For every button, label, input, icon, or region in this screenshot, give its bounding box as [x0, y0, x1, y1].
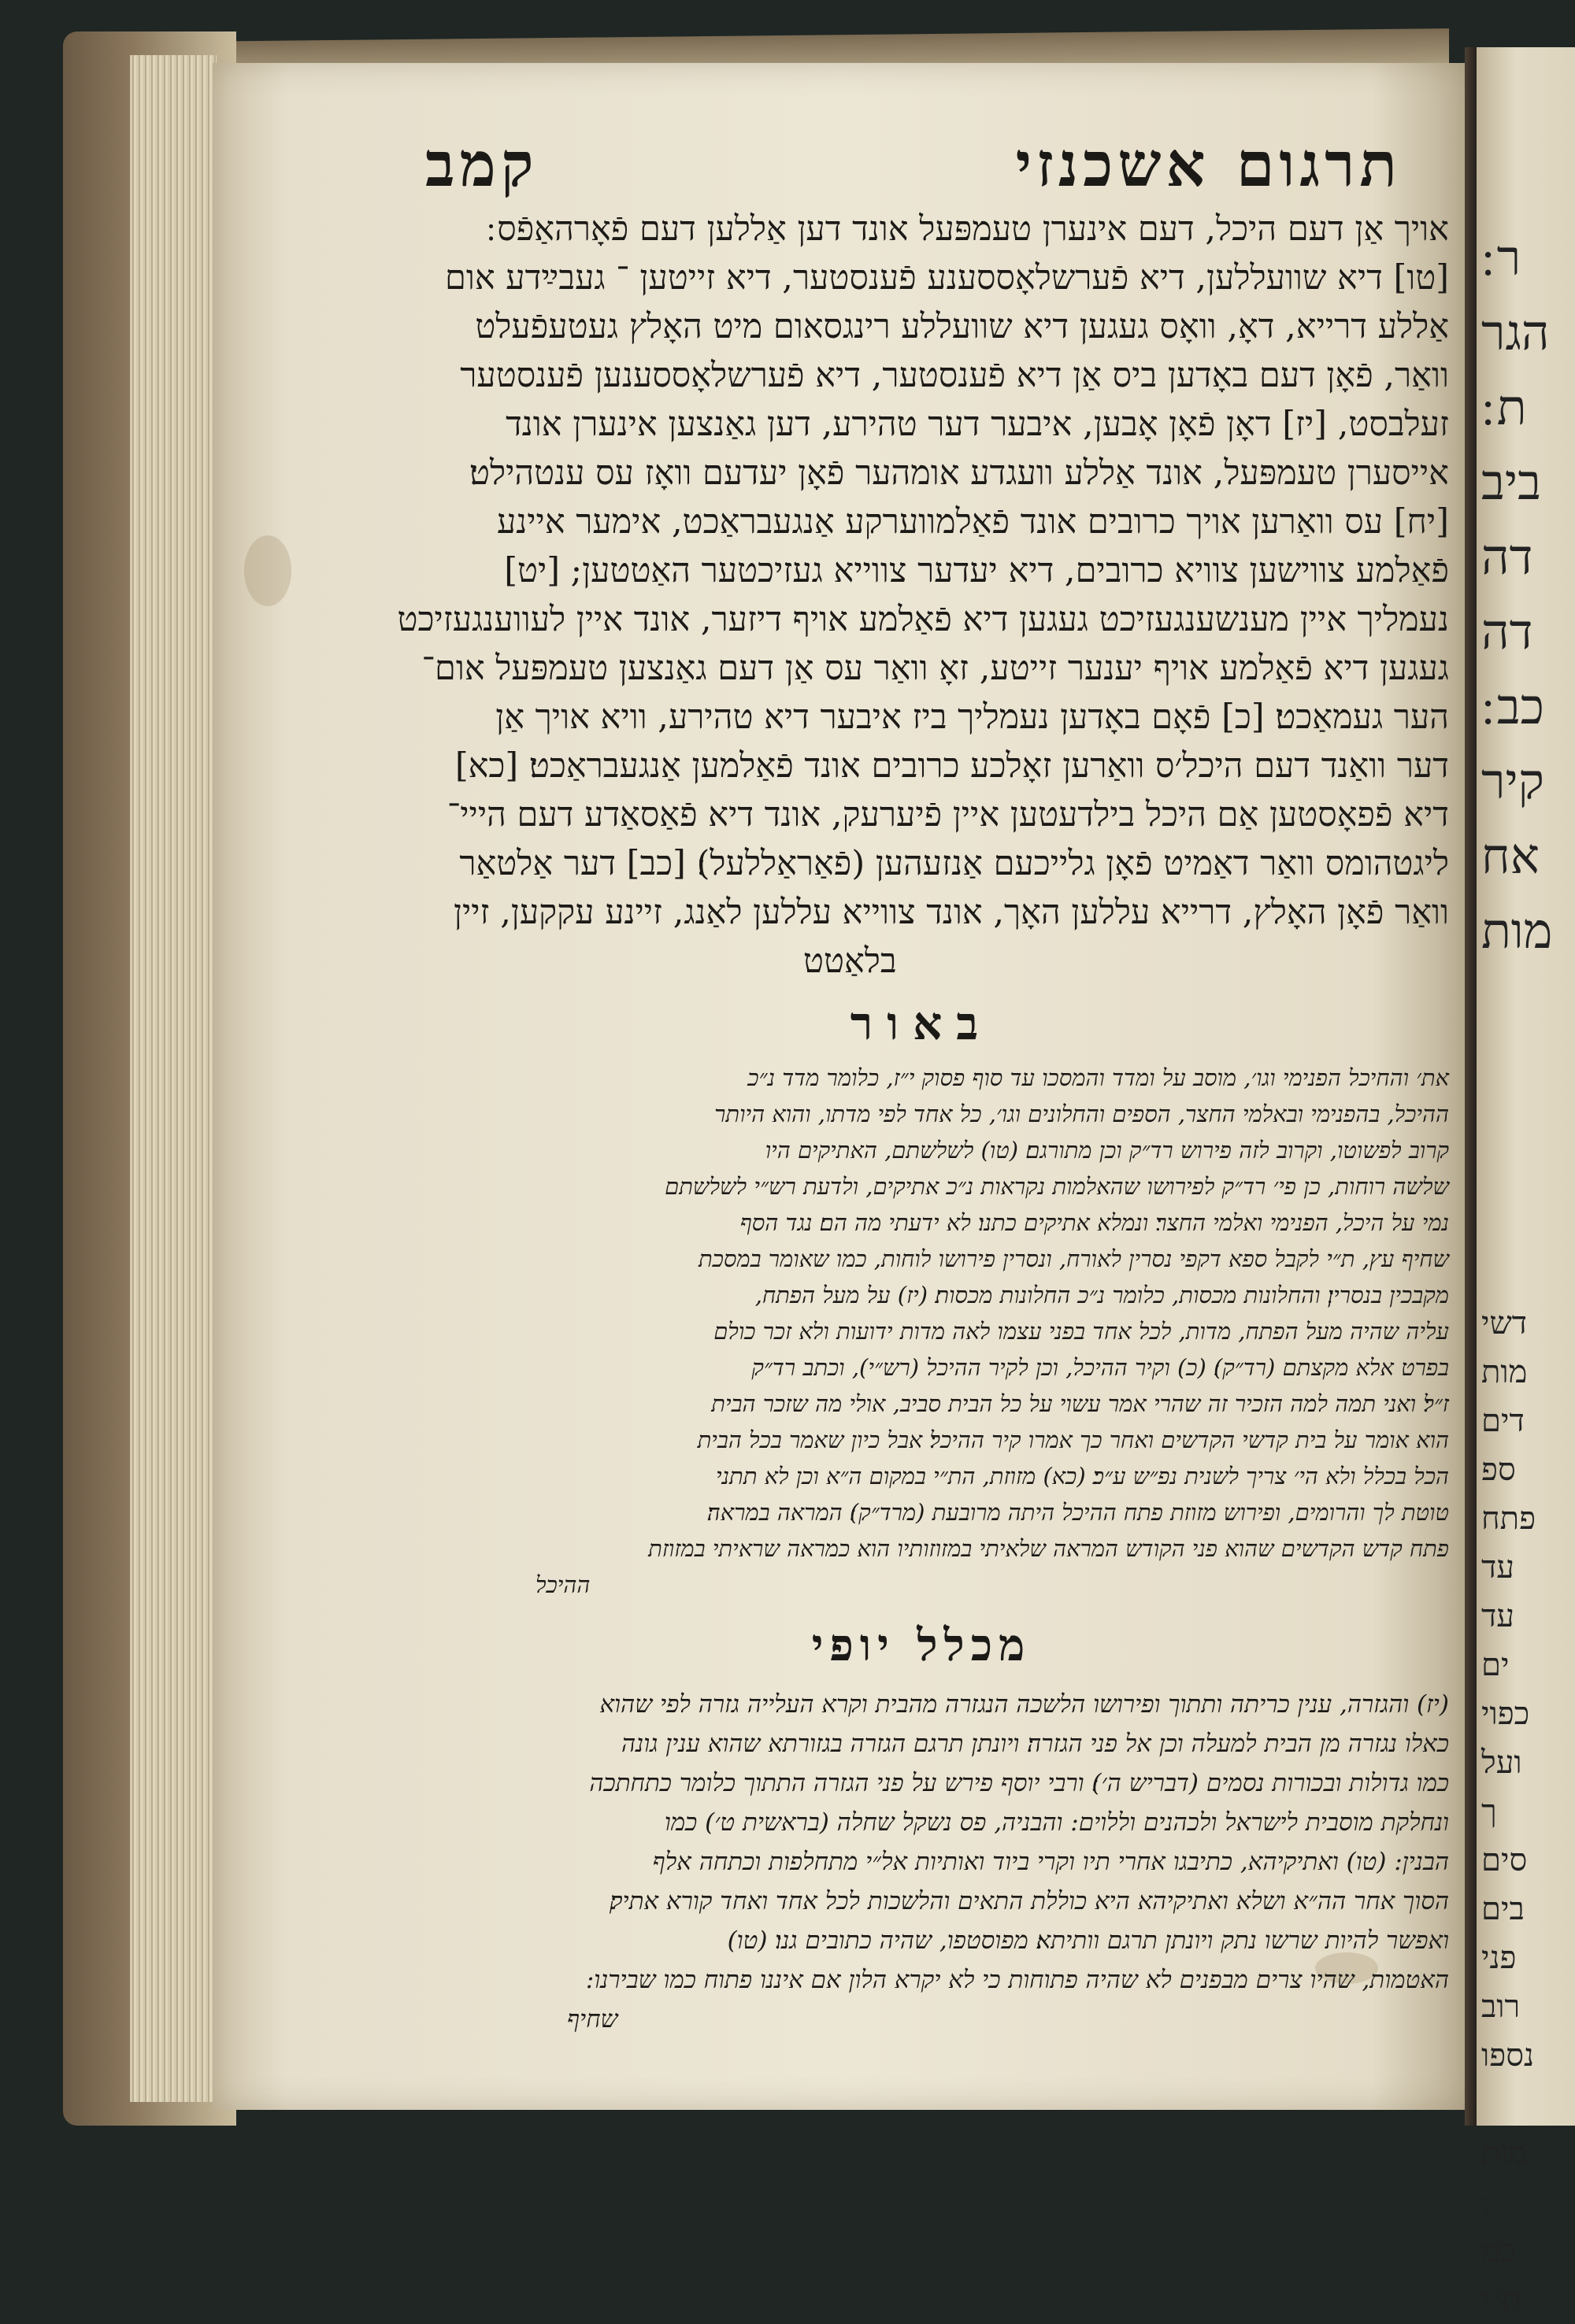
page-edges	[130, 55, 217, 2102]
facing-text-line: ספ	[1481, 1452, 1516, 1488]
commentary-line: ז״ל׃ ואני תמה למה הזכיר זה שהרי אמר עשוי על כל הבית סביב, אולי מה שזכר הבית	[711, 1390, 1449, 1417]
text-line: ליגטהומס וואַר דאַמיט פֿאָן גלייכעם אַנזעהען (פֿאַראַללעל)׃ [כב] דער אַלטאַר	[459, 844, 1449, 883]
facing-text-line: ת ׃	[1481, 379, 1527, 436]
commentary-line: ואפשר להיות שרשו נתק ויונתן תרגם וותיתא׃ מפוסטפו, שהיה כתובים גנו׃ (טו)	[727, 1926, 1449, 1955]
facing-text-line: דים	[1481, 1403, 1525, 1439]
biur-commentary	[394, 1060, 1449, 1603]
commentary-line: האטמות, שהיו צרים מבפנים לא שהיה פתוחות כי לא יקרא הלון אם איננו פתוח כמו שבירנו:	[585, 1966, 1449, 1994]
translation-text	[394, 205, 1449, 986]
commentary-line: מקבכין בנסרין׃ והחלונות מכסות, כלומר נ״כ החלונות מכסות׃ (יז) על מעל הפתח,	[754, 1282, 1449, 1308]
facing-text-line	[1477, 2178, 1575, 2226]
facing-text-line: פתח	[1481, 1501, 1536, 1537]
facing-text-line: עד	[1481, 1598, 1514, 1634]
commentary-line: פתח קדש הקדשים שהוא פני הקודש המראה שלאיתי במזוזותיו הוא כמראה שראיתי במזוזת	[648, 1535, 1449, 1562]
text-line: וואַר פֿאָן האָלץ, דרייא עללען האָך, אונד צווייא עללען לאַנג, זיינע עקקען, זיין	[454, 893, 1449, 932]
commentary-line: הסוך אחר הה״א ושלא ואתיקיהא היא כוללת התאים והלשכות לכל אחד ואחד קורא אתיק׃	[609, 1887, 1449, 1915]
facing-text-line: אח	[1481, 827, 1540, 885]
text-line: דיא פֿפאָסטען אַם היכל בילדעטען איין פֿיערעק, אונד דיא פֿאַסאַדע דעם הייי־	[447, 795, 1449, 834]
facing-page-edge	[1477, 47, 1575, 2318]
paper-stain	[244, 535, 291, 606]
text-line: נעמליך איין מענשענגעזיכט געגען דיא פֿאַלמע אויף דיזער, אונד איין לעווענגעזיכט	[397, 600, 1449, 639]
facing-text-line	[1477, 2080, 1575, 2129]
text-line: געגען דיא פֿאַלמע אויף יענער זייטע, זאָ וואַר עס אַן דעם גאַנצען טעמפּעל אום־	[421, 649, 1449, 688]
text-line: בלאַטט	[803, 942, 897, 981]
text-line: [יח] עס וואַרען אויך כרובים אונד פֿאַלמווערקע אַנגעבראַכט, אימער איינע	[496, 502, 1449, 542]
commentary-line: ההיכל	[536, 1571, 591, 1598]
text-line: [טו] דיא שוועללען, דיא פֿערשלאָססענע פֿענסטער, דיא זייטען ־ געבײַדע אום	[445, 258, 1449, 298]
text-line: אַללע דרייא, דאָ, וואָס געגען דיא שוועללע רינגסאום מיט האָלץ געטעפֿעלט	[475, 307, 1449, 346]
facing-text-line: רוב	[1481, 1989, 1521, 2025]
facing-text-line: עד	[1481, 1549, 1514, 1586]
page-content	[394, 118, 1449, 2039]
running-head-title: תרגום אשכנזי	[1015, 129, 1402, 201]
facing-text-line: סים	[1481, 1842, 1528, 1878]
text-line: פֿאַלמע צווישען צוויא כרובים, דיא יעדער צווייא געזיכטער האַטטען; [יט]	[504, 551, 1449, 590]
running-head	[394, 118, 1449, 205]
facing-page-main-text	[1477, 220, 1575, 968]
facing-text-line: ביב	[1481, 453, 1542, 511]
facing-text-line: פני	[1481, 1940, 1517, 1976]
biur-title: באור	[850, 997, 993, 1050]
facing-text-line: מות	[1481, 2135, 1528, 2171]
page-number: קמב	[425, 129, 539, 201]
facing-text-line: ים	[1481, 1647, 1510, 1683]
facing-text-line: הגר	[1481, 304, 1550, 361]
commentary-line: בפרט אלא מקצתם (רד״ק)׃ (כ) וקיר ההיכל, וכן לקיר ההיכל (רש״י), וכתב רד״ק	[751, 1354, 1449, 1381]
commentary-line: הוא אומר על בית קדשי הקדשים ואחר כך אמרו קיר ההיכל׃ אבל כיון שאמר בכל הבית	[697, 1427, 1449, 1453]
commentary-line: נמי על היכל, הפנימי ואלמי החצר׃ ונמלא אתיקים כתנו׃ לא ידעתי מה הם׃ נגד הסף	[739, 1209, 1449, 1236]
facing-text-line: ת״י	[1481, 2281, 1521, 2318]
commentary-line: כאלו נגזרה מן הבית למעלה וכן אל פני הגזרה׃ ויונתן תרגם הגזרה בגזורתא שהוא ענין גונה	[621, 1730, 1449, 1758]
facing-text-line: דה	[1481, 528, 1533, 586]
facing-text-line: מות	[1481, 902, 1553, 960]
facing-text-line: ר ׃	[1481, 229, 1521, 287]
commentary-line: קרוב לפשוטו, וקרוב לזה פירוש רד״ק וכן מתורגם׃ (טו) לשלשתם, האתיקים היו	[765, 1137, 1449, 1164]
mikhlal-yofi-commentary	[394, 1685, 1449, 2039]
facing-text-line: ך	[1481, 1793, 1497, 1830]
facing-text-line: כב ׃	[1481, 678, 1544, 735]
commentary-line: שלשה רוחות, כן פי׳ רד״ק לפירושו שהאלמות נקראות נ״כ אתיקים, ולדעת רש״י לשלשתם	[665, 1173, 1449, 1200]
facing-text-line: מות	[1481, 1354, 1528, 1390]
commentary-line: טוטת לך והרומים, ופירוש מזוזת פתח ההיכל היתה מרובעת (מרד״ק)׃ המראה במראה׃	[706, 1499, 1449, 1526]
commentary-line: את׳ והחיכל הפנימי וגו׳, מוסב על ומדד והמסכו עד סוף פסוק י״ז, כלומר מדד נ״כ	[747, 1064, 1449, 1091]
catchword: שחיף	[567, 2005, 618, 2034]
text-line: זעלבסט, [יז] דאָן פֿאָן אָבען, איבער דער טהירע, דען גאַנצען אינערן אונד	[506, 405, 1449, 444]
commentary-line: הכל בכלל ולא הי׳ צריך לשנית נפ״ש ע״כ׃ (כא) מזוזת, הת״י במקום ה״א וכן לא תתני	[715, 1463, 1449, 1490]
facing-text-line: כפוי	[1481, 1696, 1530, 1732]
text-line: אויך אַן דעם היכל, דעם אינערן טעמפּעל אונד דען אַללען דעם פֿאָרהאַפֿס ׃	[486, 209, 1449, 249]
text-line: וואַר, פֿאָן דעם באָדען ביס אַן דיא פֿענסטער, דיא פֿערשלאָססענען פֿענסטער	[460, 356, 1449, 395]
commentary-line: כמו גדולות ובכורות נסמים (דבריש ה׳)׃ ורבי יוסף פירש על פני הגזרה התתוך כלומר כתחתכה	[589, 1769, 1449, 1797]
commentary-line: (יז) והגזרה, ענין כריתה ותתוך ופירושו הלשכה הנגזרה מהבית וקרא העלייה גזרה לפי שהוא	[599, 1690, 1449, 1719]
facing-text-line: נספו	[1481, 2037, 1534, 2074]
mikhlal-yofi-title: מכלל יופי	[811, 1619, 1032, 1671]
facing-text-line: בים	[1481, 1891, 1525, 1927]
text-line: הער געמאַכט׃ [כ] פֿאָם באָדען נעמליך ביז איבער דיא טהירע, וויא אויך אַן	[495, 698, 1449, 737]
facing-text-line: קיר	[1481, 753, 1544, 810]
text-line: דער וואַנד דעם היכל׳ס וואַרען זאָלכע כרובים אונד פֿאַלמען אַנגעבראַכט׃ [כא]	[454, 746, 1449, 786]
facing-text-line: כמ	[1481, 2233, 1516, 2269]
facing-page-commentary	[1477, 1299, 1575, 2324]
commentary-line: עליה שהיה מעל הפתח, מדות, לכל אחד בפני עצמו לאה מדות ידועות ולא זכר כולם	[713, 1318, 1449, 1345]
commentary-line: ההיכל, בהפנימי ובאלמי החצר, הספים והחלונים וגו׳, כל אחד לפי מדתו, והוא היותר	[714, 1101, 1449, 1127]
commentary-line: הבנין: (טו) ואתיקיהא, כתיבגו אחרי תיו וקרי ביוד ואותיות אל״י מתחלפות וכתחה אלף	[652, 1848, 1449, 1876]
commentary-line: שחיף עץ, ת״י לקבל ספא דקפי נסרין לאורח, ונסרין פירושו לוחות, כמו שאומר במסכת	[699, 1245, 1449, 1272]
facing-text-line: ועל	[1481, 1745, 1522, 1781]
facing-text-line: דשי	[1481, 1305, 1528, 1341]
commentary-line: ונחלקת מוסבית לישראל ולכהנים וללוים: והבניה, פס נשקל שחלה (בראשית ט׳) כמו	[664, 1808, 1449, 1837]
facing-text-line: דה	[1481, 603, 1533, 661]
text-line: אייסערן טעמפּעל, אונד אַללע וועגדע אומהער פֿאָן יעדעם וואָז עס ענטהילט׃	[469, 453, 1449, 493]
